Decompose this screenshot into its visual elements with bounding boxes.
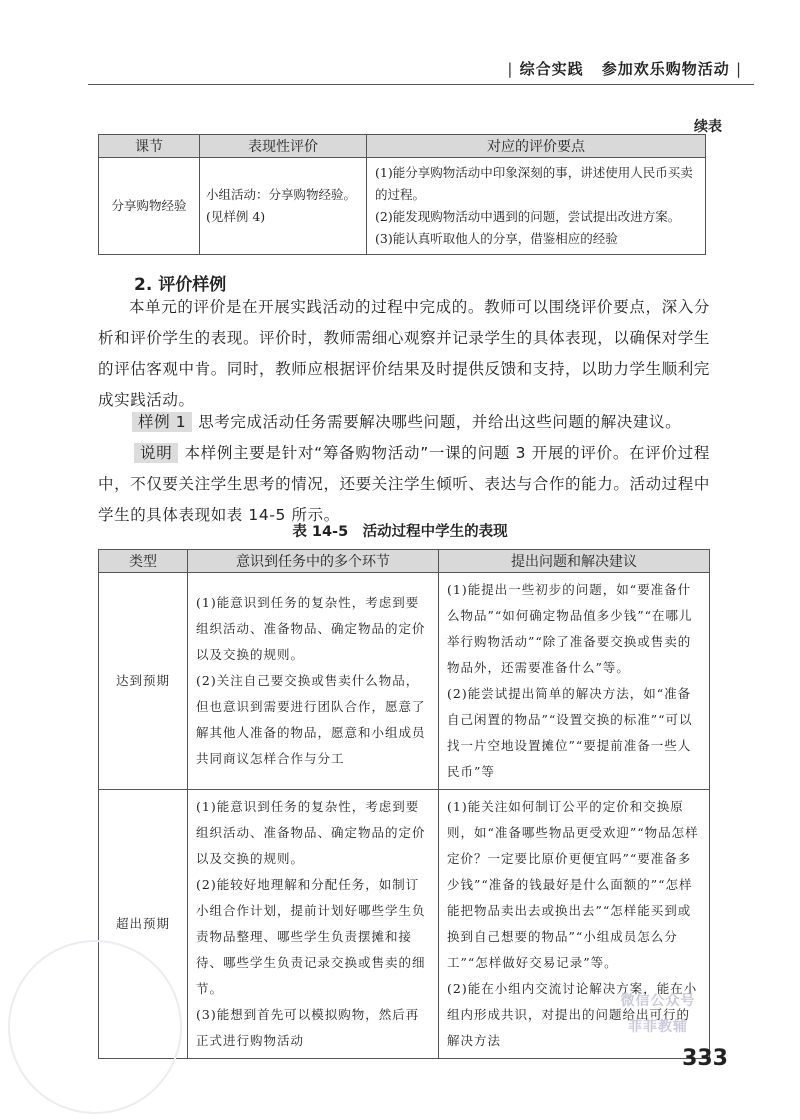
continued-label: 续表	[694, 119, 722, 135]
cell-line: (3)能认真听取他人的分享，借鉴相应的经验	[375, 231, 618, 246]
cell-line: (1)能意识到任务的复杂性，考虑到要组织活动、准备物品、确定物品的定价以及交换的规则。	[196, 595, 426, 662]
type-cell: 达到预期	[99, 573, 188, 790]
lesson-cell: 分享购物经验	[99, 158, 200, 255]
header-rule	[88, 84, 754, 85]
page-number: 333	[682, 1046, 728, 1071]
cell-line: (2)能发现购物活动中遇到的问题，尝试提出改进方案。	[375, 209, 681, 224]
cell-line: (见样例 4)	[206, 209, 266, 224]
header-section: 综合实践	[519, 60, 584, 78]
evaluation-table-continued	[98, 134, 706, 255]
cell-line: (1)能关注如何制订公平的定价和交换原则，如“准备哪些物品更受欢迎”“物品怎样定价？一定要比原价更便宜吗”“要准备多少钱”“准备的钱最好是什么面额的”“怎样能把物品卖出去或换出去”“怎样能买到或换到自己想要的物品”“小组成员怎么分工”“怎样做好交易记录”等。	[447, 799, 699, 970]
table-caption: 表 14-5 活动过程中学生的表现	[292, 524, 508, 540]
performance-cell	[200, 158, 367, 255]
table-header-cell: 课节	[99, 135, 200, 158]
watermark-line: 菲菲教辅	[628, 1019, 688, 1035]
awareness-cell	[188, 790, 439, 1059]
header-divider: |	[507, 60, 514, 78]
cell-line: (1)能提出一些初步的问题，如“要准备什么物品”“如何确定物品值多少钱”“在哪儿举行购物活动”“除了准备要交换或售卖的物品外，还需要准备什么”等。	[447, 582, 693, 675]
type-cell: 超出预期	[99, 790, 188, 1059]
table-header-cell: 对应的评价要点	[367, 135, 706, 158]
table-header-cell: 意识到任务中的多个环节	[188, 550, 439, 573]
note-paragraph	[98, 438, 710, 531]
watermark-decoration	[8, 940, 182, 1114]
performance-table	[98, 549, 710, 1059]
cell-line: (3)能想到首先可以模拟购物，然后再正式进行购物活动	[196, 1007, 420, 1048]
intro-paragraph: 本单元的评价是在开展实践活动的过程中完成的。教师可以围绕评价要点，深入分析和评价学生的表现。评价时，教师需细心观察并记录学生的具体表现，以确保对学生的评估客观中肯。同时，教师应根据评价结果及时提供反馈和支持，以助力学生顺利完成实践活动。	[98, 298, 710, 409]
example-paragraph	[98, 407, 710, 438]
table-header-cell: 提出问题和解决建议	[439, 550, 710, 573]
cell-line: (1)能分享购物活动中印象深刻的事，讲述使用人民币买卖的过程。	[375, 165, 693, 202]
table-row	[99, 573, 710, 790]
points-cell	[367, 158, 706, 255]
note-tag: 说明	[134, 443, 178, 463]
table-row	[99, 158, 706, 255]
example-text: 思考完成活动任务需要解决哪些问题，并给出这些问题的解决建议。	[198, 413, 682, 431]
cell-line: (2)关注自己要交换或售卖什么物品，但也意识到需要进行团队合作，愿意了解其他人准备的物品，愿意和小组成员共同商议怎样合作与分工	[196, 673, 426, 766]
cell-line: 小组活动：分享购物经验。	[206, 187, 357, 202]
table-header-cell: 类型	[99, 550, 188, 573]
table-header-row	[99, 550, 710, 573]
cell-line: (2)能较好地理解和分配任务，如制订小组合作计划，提前计划好哪些学生负责物品整理、哪些学生负责摆摊和接待、哪些学生负责记录交换或售卖的细节。	[196, 877, 426, 996]
cell-line: (2)能尝试提出简单的解决方法，如“准备自己闲置的物品”“设置交换的标准”“可以找一片空地设置摊位”“要提前准备一些人民币”等	[447, 686, 693, 779]
watermark	[598, 988, 718, 1040]
section-title: 2. 评价样例	[134, 275, 227, 295]
cell-line: (1)能意识到任务的复杂性，考虑到要组织活动、准备物品、确定物品的定价以及交换的规则。	[196, 799, 426, 866]
header-divider: |	[735, 60, 742, 78]
watermark-line: 微信公众号	[620, 993, 696, 1009]
table-header-cell: 表现性评价	[200, 135, 367, 158]
awareness-cell	[188, 573, 439, 790]
running-header	[507, 58, 742, 79]
suggestions-cell	[439, 573, 710, 790]
note-text: 本样例主要是针对“筹备购物活动”一课的问题 3 开展的评价。在评价过程中，不仅要关注学生思考的情况，还要关注学生倾听、表达与合作的能力。活动过程中学生的具体表现如表 14-5 所示。	[98, 444, 711, 524]
cell-line: (2)能在小组内交流讨论解决方案，能在小组内形成共识，对提出的问题给出可行的解决方法	[447, 981, 698, 1048]
example-tag: 样例 1	[132, 412, 192, 432]
table-header-row	[99, 135, 706, 158]
header-title: 参加欢乐购物活动	[601, 60, 730, 78]
